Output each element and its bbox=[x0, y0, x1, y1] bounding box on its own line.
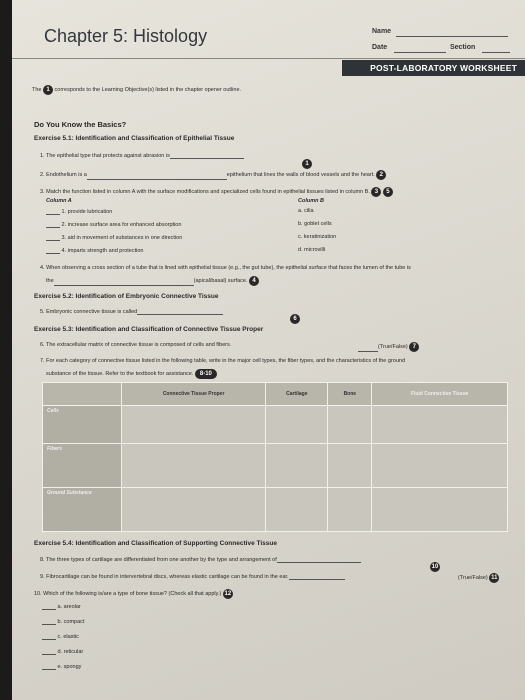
column-a-item-2: 2. increase surface area for enhanced absorption bbox=[46, 221, 181, 228]
question-8-blank[interactable] bbox=[277, 556, 361, 563]
question-10-badge: 12 bbox=[224, 591, 232, 597]
table-header-row bbox=[43, 383, 508, 406]
section-field[interactable] bbox=[482, 52, 510, 53]
table-row bbox=[43, 488, 508, 532]
question-5: 5. Embryonic connective tissue is called bbox=[40, 308, 223, 315]
question-1-blank[interactable] bbox=[170, 152, 244, 159]
column-a-item-1: 1. provide lubrication bbox=[46, 208, 112, 215]
objective-badge: 1 bbox=[43, 85, 53, 95]
question-9: 9. Fibrocartilage can be found in intervertebral discs, whereas elastic cartilage can be found in the ear. bbox=[40, 573, 345, 580]
question-1: 1. The epithelial type that protects against abrasion is bbox=[40, 152, 244, 159]
column-b-item-a: a. cilia bbox=[298, 208, 314, 214]
question-4-blank[interactable] bbox=[54, 279, 194, 286]
question-4-badge: 4 bbox=[249, 276, 259, 286]
question-9-badge: 11 bbox=[491, 575, 498, 581]
question-3-badge-b: 5 bbox=[383, 187, 393, 197]
table-col-header: Cartilage bbox=[266, 383, 328, 406]
table-row bbox=[43, 406, 508, 444]
question-6-blank[interactable] bbox=[358, 345, 378, 352]
table-cell[interactable] bbox=[372, 406, 508, 444]
question-7-line-1: 7. For each category of connective tissue listed in the following table, write in the major cell types, the fiber types, and the characteristics of the ground bbox=[40, 358, 406, 364]
table-col-header: Fluid Connective Tissue bbox=[372, 383, 508, 406]
question-2-blank[interactable] bbox=[87, 173, 227, 180]
table-cell[interactable] bbox=[266, 406, 328, 444]
table-row-header: Fibers bbox=[43, 444, 122, 488]
table-cell[interactable] bbox=[328, 444, 372, 488]
table-col-header: Connective Tissue Proper bbox=[122, 383, 266, 406]
option-a[interactable]: a. areolar bbox=[42, 603, 81, 610]
question-8-badge: 10 bbox=[431, 564, 439, 570]
date-field[interactable] bbox=[394, 52, 446, 53]
worksheet-page bbox=[12, 0, 525, 700]
table-row-header: Cells bbox=[43, 406, 122, 444]
table-cell[interactable] bbox=[122, 406, 266, 444]
name-field[interactable] bbox=[396, 36, 508, 37]
question-3-badge-a: 3 bbox=[371, 187, 381, 197]
option-e[interactable]: e. spongy bbox=[42, 663, 81, 670]
table-cell[interactable] bbox=[122, 488, 266, 532]
column-a-item-3: 3. aid in movement of substances in one direction bbox=[46, 234, 182, 241]
option-c[interactable]: c. elastic bbox=[42, 633, 79, 640]
table-cell[interactable] bbox=[266, 444, 328, 488]
section-label: Section bbox=[450, 44, 476, 51]
question-6: 6. The extracellular matrix of connective tissue is composed of cells and fibers. bbox=[40, 342, 232, 348]
table-row bbox=[43, 444, 508, 488]
option-d[interactable]: d. reticular bbox=[42, 648, 83, 655]
question-9-blank[interactable] bbox=[289, 573, 345, 580]
table-cell[interactable] bbox=[328, 406, 372, 444]
column-a-label: Column A bbox=[46, 198, 72, 204]
worksheet-banner: POST-LABORATORY WORKSHEET bbox=[342, 60, 525, 76]
connective-tissue-table bbox=[42, 382, 508, 532]
exercise-5-3-title: Exercise 5.3: Identification and Classification of Connective Tissue Proper bbox=[34, 326, 264, 333]
date-label: Date bbox=[372, 44, 388, 51]
table-col-header: Bone bbox=[328, 383, 372, 406]
column-b-item-b: b. goblet cells bbox=[298, 221, 332, 227]
column-b-item-c: c. keratinization bbox=[298, 234, 337, 240]
question-4-line-1: 4. When observing a cross section of a tube that is lined with epithelial tissue (e.g., the gut tube), the epithelial surface that faces the lumen of the tube is bbox=[40, 265, 411, 271]
table-cell[interactable] bbox=[266, 488, 328, 532]
question-4-line-2: the (apical/basal) surface. 4 bbox=[46, 276, 259, 286]
question-9-answer: (True/False) 11 bbox=[458, 575, 498, 581]
table-cell[interactable] bbox=[372, 444, 508, 488]
question-5-blank[interactable] bbox=[137, 308, 223, 315]
question-7-line-2: substance of the tissue. Refer to the textbook for assistance. 8-10 bbox=[46, 369, 217, 379]
exercise-5-2-title: Exercise 5.2: Identification of Embryonic Connective Tissue bbox=[34, 293, 219, 300]
question-3: 3. Match the function listed in column A with the surface modifications and specialized cells found in epithelial tissues listed in column B. 3 5 bbox=[40, 187, 393, 197]
exercise-5-4-title: Exercise 5.4: Identification and Classification of Supporting Connective Tissue bbox=[34, 540, 277, 547]
question-5-badge: 6 bbox=[290, 314, 300, 324]
header-divider bbox=[12, 58, 525, 59]
column-a-item-4: 4. imparts strength and protection bbox=[46, 247, 143, 254]
question-10: 10. Which of the following is/are a type of bone tissue? (Check all that apply.) 12 bbox=[34, 591, 232, 597]
question-2: 2. Endothelium is a epithelium that lines the walls of blood vessels and the heart. 2 bbox=[40, 170, 386, 180]
question-6-badge: 7 bbox=[409, 342, 419, 352]
exercise-5-1-title: Exercise 5.1: Identification and Classification of Epithelial Tissue bbox=[34, 135, 235, 142]
question-6-answer: (True/False) 7 bbox=[358, 342, 419, 352]
section-heading: Do You Know the Basics? bbox=[34, 120, 127, 129]
column-b-label: Column B bbox=[298, 198, 324, 204]
option-b[interactable]: b. compact bbox=[42, 618, 84, 625]
table-cell[interactable] bbox=[372, 488, 508, 532]
question-8: 8. The three types of cartilage are differentiated from one another by the type and arrangement of bbox=[40, 556, 361, 563]
question-2-badge: 2 bbox=[376, 170, 386, 180]
question-1-badge: 1 bbox=[302, 159, 312, 169]
question-7-badge: 8-10 bbox=[195, 369, 217, 379]
table-cell[interactable] bbox=[122, 444, 266, 488]
table-cell[interactable] bbox=[328, 488, 372, 532]
column-b-item-d: d. microvilli bbox=[298, 247, 326, 253]
name-label: Name bbox=[372, 28, 392, 35]
intro-line: The 1 corresponds to the Learning Objective(s) listed in the chapter opener outline. bbox=[32, 87, 242, 93]
table-row-header: Ground Substance bbox=[43, 488, 122, 532]
chapter-title: Chapter 5: Histology bbox=[44, 26, 208, 46]
